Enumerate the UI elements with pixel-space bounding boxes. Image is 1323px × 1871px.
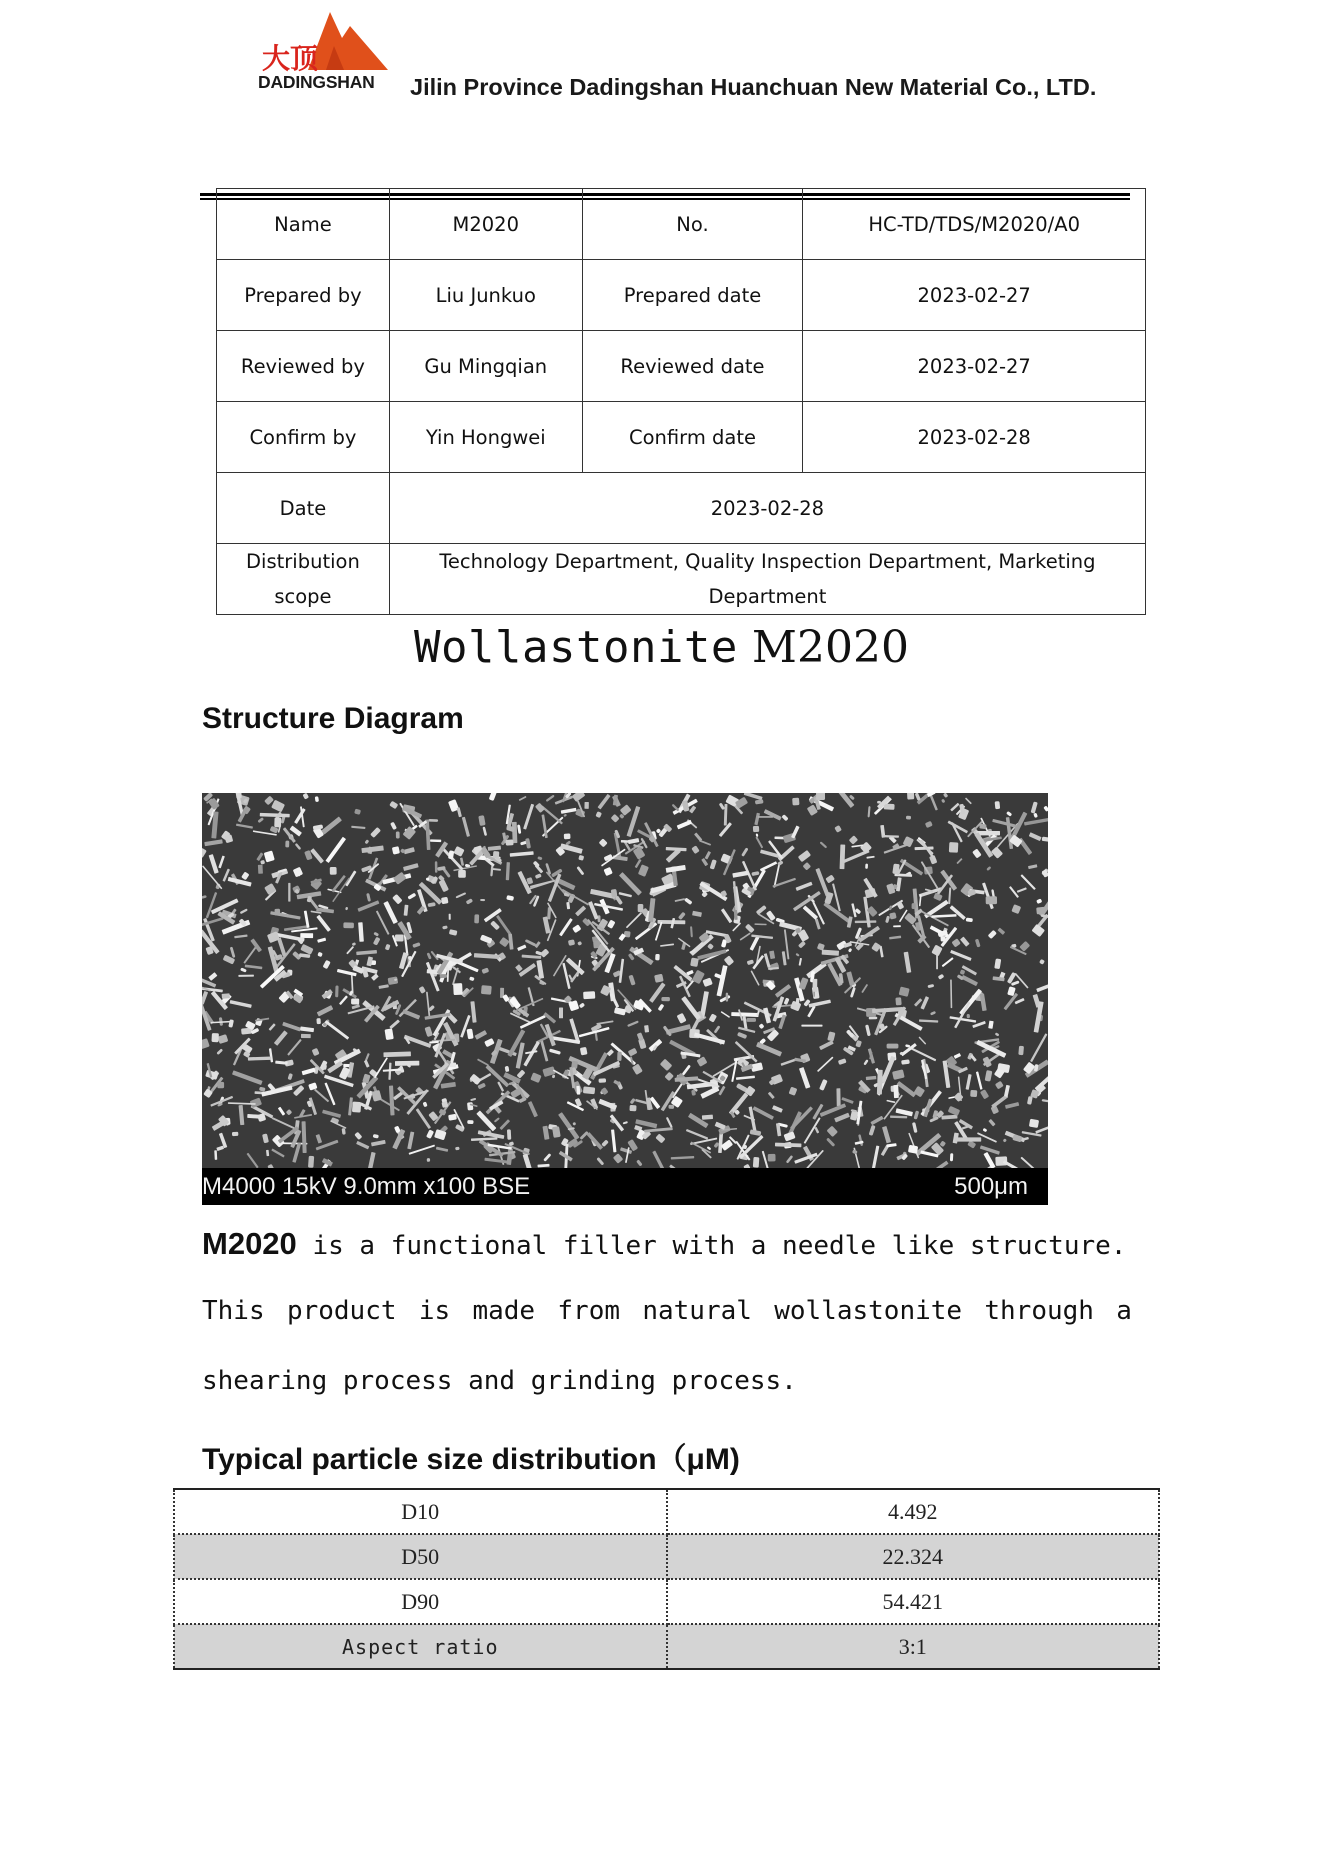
description-word: a [1116,1296,1132,1326]
no-value: HC-TD/TDS/M2020/A0 [803,189,1146,260]
size-value: 22.324 [667,1534,1160,1579]
no-label: No. [582,189,803,260]
document-title [0,622,1323,673]
info-row [217,544,1146,615]
confirm-by-value: Yin Hongwei [389,402,582,473]
structure-heading: Structure Diagram [202,702,464,735]
description-word: made [472,1296,536,1326]
document-info-table [216,188,1146,615]
description-word: natural [642,1296,752,1326]
reviewed-date-value: 2023-02-27 [803,331,1146,402]
description-word: is [418,1296,451,1326]
size-label: Aspect ratio [174,1624,667,1669]
description-word: This [202,1296,265,1326]
description-line: shearing process and grinding process. [202,1366,797,1396]
reviewed-by-label: Reviewed by [217,331,390,402]
info-row [217,331,1146,402]
description-line [202,1296,1132,1326]
date-label: Date [217,473,390,544]
company-name: Jilin Province Dadingshan Huanchuan New Material Co., LTD. [410,74,1097,100]
confirm-by-label: Confirm by [217,402,390,473]
size-value: 54.421 [667,1579,1160,1624]
title-product-code: M2020 [751,622,909,673]
prepared-date-value: 2023-02-27 [803,260,1146,331]
prepared-by-label: Prepared by [217,260,390,331]
size-label: D50 [174,1534,667,1579]
size-value: 3:1 [667,1624,1160,1669]
date-value: 2023-02-28 [389,473,1145,544]
reviewed-by-value: Gu Mingqian [389,331,582,402]
distribution-value: Technology Department, Quality Inspection Department, Marketing Department [389,544,1145,615]
name-label: Name [217,189,390,260]
confirm-date-value: 2023-02-28 [803,402,1146,473]
description-word: wollastonite [774,1296,963,1326]
particle-size-table [173,1488,1160,1670]
micrograph-image [202,793,1048,1168]
sem-micrograph [202,793,1048,1205]
product-code: M2020 [202,1226,297,1261]
particle-texture [202,793,1048,1168]
description-text: is a functional filler with a needle like structure. [312,1231,1127,1261]
sem-settings-text: M4000 15kV 9.0mm x100 BSE [202,1173,531,1200]
confirm-date-label: Confirm date [582,402,803,473]
info-row [217,402,1146,473]
info-row [217,260,1146,331]
prepared-by-value: Liu Junkuo [389,260,582,331]
table-row [174,1489,1159,1534]
name-value: M2020 [389,189,582,260]
info-row [217,473,1146,544]
description-word: from [557,1296,621,1326]
logo-mark-chars: 大顶 [262,42,319,75]
description-word: through [984,1296,1094,1326]
info-row [217,189,1146,260]
distribution-heading: Typical particle size distribution（μM) [202,1443,740,1476]
mountain-logo-icon [258,8,388,78]
reviewed-date-label: Reviewed date [582,331,803,402]
table-row [174,1624,1159,1669]
size-value: 4.492 [667,1489,1160,1534]
table-row [174,1579,1159,1624]
title-product-type: Wollastonite [414,622,738,673]
company-logo [258,8,388,96]
description-word: product [286,1296,397,1326]
distribution-label: Distribution scope [217,544,390,615]
size-label: D90 [174,1579,667,1624]
logo-text: DADINGSHAN [258,72,375,92]
description-line [202,1226,1132,1262]
table-row [174,1534,1159,1579]
size-label: D10 [174,1489,667,1534]
sem-scale-text: 500μm [954,1173,1028,1200]
prepared-date-label: Prepared date [582,260,803,331]
